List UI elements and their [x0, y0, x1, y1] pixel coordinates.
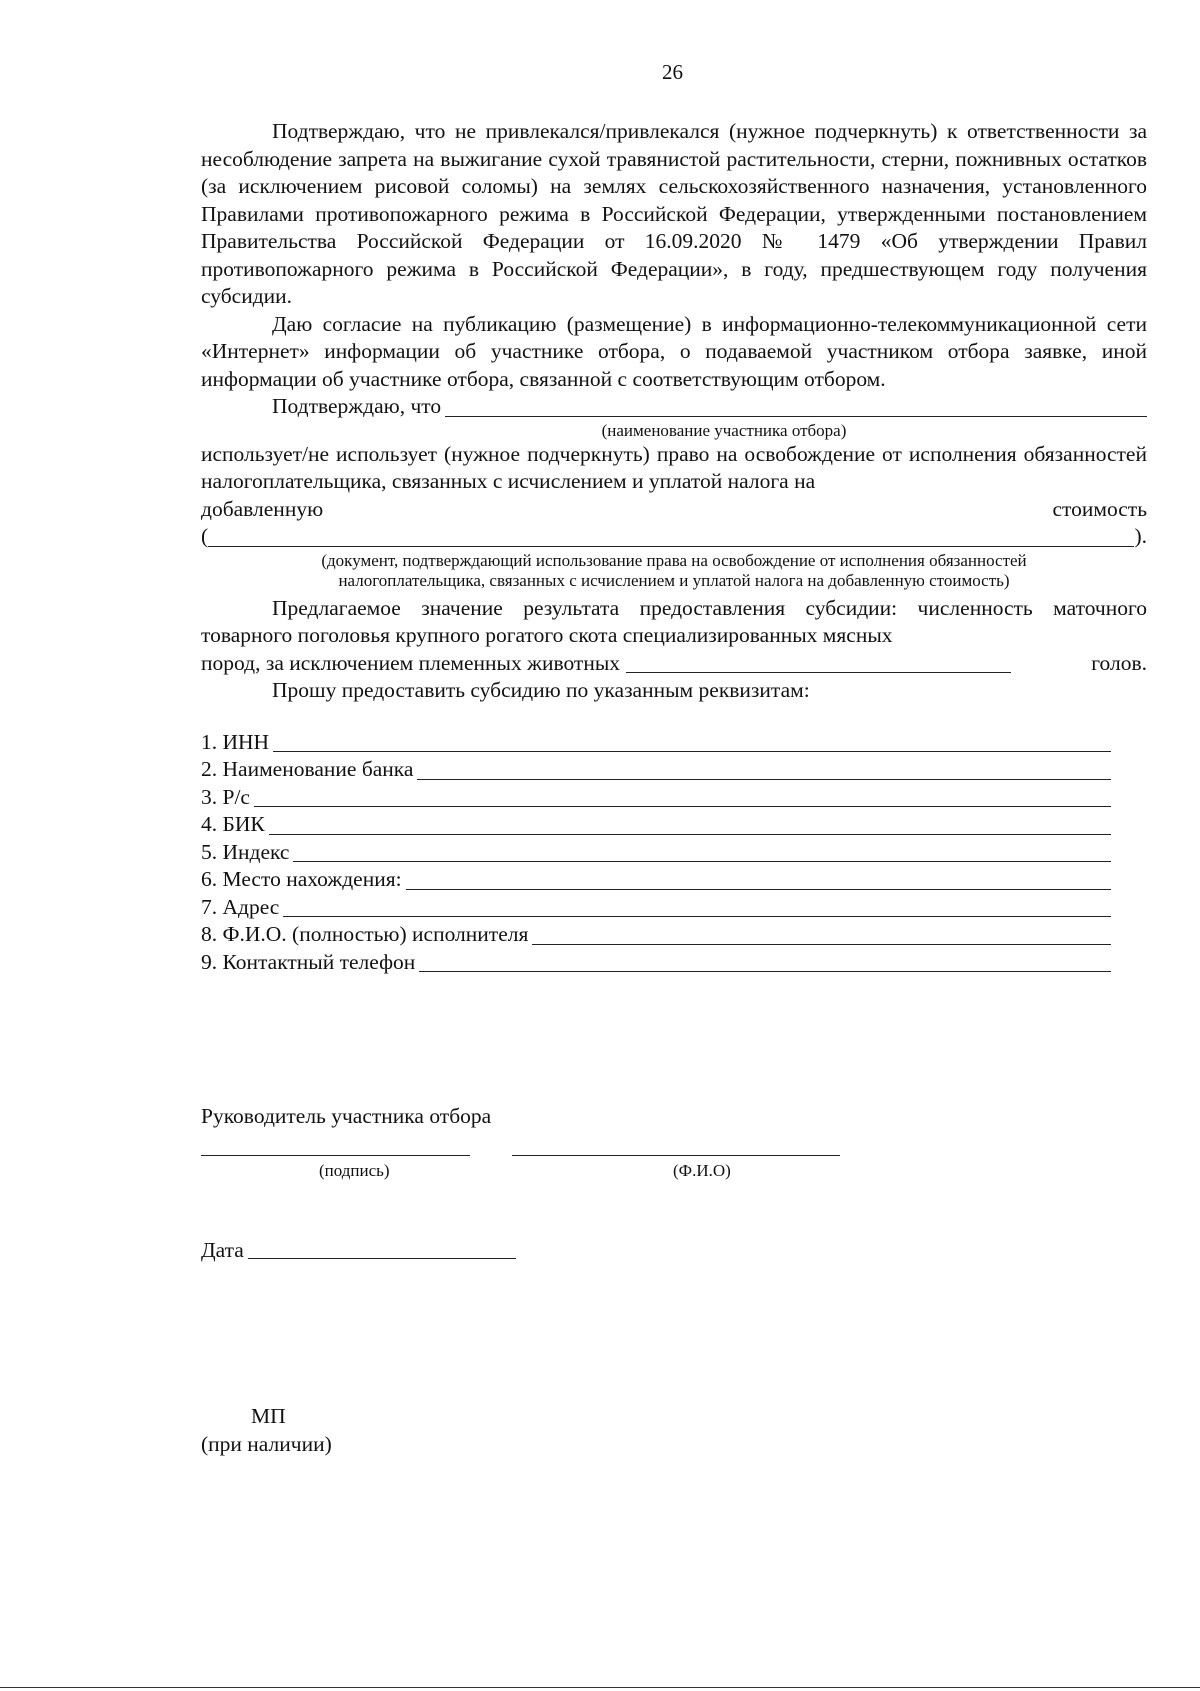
page-number: 26 [662, 60, 683, 84]
signature-lines [201, 1155, 841, 1195]
requisite-row [201, 839, 1111, 867]
stamp-mp: МП [251, 1404, 286, 1428]
livestock-label: пород, за исключением племенных животных [201, 650, 621, 675]
full-name-caption: (Ф.И.О) [673, 1161, 731, 1180]
requisite-field[interactable] [417, 759, 1111, 780]
date-row [201, 1238, 516, 1263]
requisite-field[interactable] [283, 896, 1111, 917]
requisite-label: 3. Р/с [201, 784, 250, 809]
close-paren: ). [1134, 524, 1147, 548]
requisite-field[interactable] [532, 924, 1111, 945]
signature-caption: (подпись) [319, 1161, 390, 1180]
paragraph-liability: Подтверждаю, что не привлекался/привлекался (нужное подчеркнуть) к ответственности за несоблюдение запрета на выжигание сухой травянистой растительности, стерни, пожнивных остатков (за исключением рисовой соломы) на землях сельскохозяйственного назначения, установленного Правилами противопожарного режима в Российской Федерации, утвержденными постановлением Правительства Российской Федерации от 16.09.2020 № 1479 «Об утверждении Правил противопожарного режима в Российской Федерации», в году, предшествующем году получения субсидии. [201, 119, 1147, 308]
requisite-label: 7. Адрес [201, 894, 280, 919]
requisites-list [201, 729, 1111, 977]
requisite-label: 9. Контактный телефон [201, 949, 416, 974]
date-label: Дата [201, 1238, 244, 1262]
requisite-field[interactable] [273, 731, 1111, 752]
paragraph-vat: использует/не использует (нужное подчеркнуть) право на освобождение от исполнения обязанностей налогоплательщика, связанных с исчислением и уплатой налога на [201, 441, 1147, 493]
head-label: Руководитель участника отбора [201, 1104, 492, 1128]
doc-caption-line-1: (документ, подтверждающий использование права на освобождение от исполнения обязанностей [321, 550, 1027, 570]
requisite-field[interactable] [419, 951, 1111, 972]
requisite-label: 8. Ф.И.О. (полностью) исполнителя [201, 922, 529, 946]
paragraph-result: Предлагаемое значение результата предоставления субсидии: численность маточного товарного поголовья крупного рогатого скота специализированных мясных [201, 595, 1147, 647]
vat-last-right: стоимость [1052, 496, 1147, 521]
open-paren: ( [201, 524, 209, 548]
requisite-row [201, 784, 1111, 812]
doc-caption-line-2: налогоплательщика, связанных с исчислением и уплатой налога на добавленную стоимость) [338, 570, 1010, 590]
document-body [201, 118, 1147, 976]
requisite-row [201, 894, 1111, 922]
requisite-label: 2. Наименование банка [201, 757, 414, 781]
vat-document-row [201, 523, 1147, 551]
participant-caption: (наименование участника отбора) [601, 420, 847, 440]
requisite-row [201, 949, 1111, 977]
stamp-if-any: (при наличии) [201, 1432, 332, 1456]
confirm-label: Подтверждаю, что [272, 394, 442, 418]
requisite-row [201, 866, 1111, 894]
page-bottom-edge [0, 1687, 1200, 1688]
vat-last-line [201, 496, 1147, 524]
signature-field[interactable] [201, 1155, 470, 1156]
stamp-block [201, 1402, 332, 1458]
livestock-unit: голов. [1091, 650, 1147, 675]
requisite-field[interactable] [293, 841, 1111, 862]
livestock-row [201, 650, 1147, 678]
requisite-label: 1. ИНН [201, 729, 270, 754]
full-name-field[interactable] [512, 1155, 840, 1156]
requisite-row [201, 729, 1111, 757]
requisite-label: 6. Место нахождения: [201, 867, 402, 891]
vat-document-field[interactable] [208, 526, 1134, 547]
requisite-row [201, 921, 1111, 949]
requisite-field[interactable] [254, 786, 1111, 807]
request-line: Прошу предоставить субсидию по указанным реквизитам: [272, 678, 810, 702]
confirm-row [201, 393, 1147, 421]
participant-name-field[interactable] [445, 396, 1147, 417]
date-field[interactable] [248, 1238, 516, 1259]
requisite-label: 5. Индекс [201, 839, 290, 864]
vat-last-left: добавленную [201, 496, 324, 521]
requisite-field[interactable] [406, 869, 1111, 890]
requisite-row [201, 811, 1111, 839]
requisite-row [201, 756, 1111, 784]
livestock-count-field[interactable] [626, 652, 1011, 673]
paragraph-consent: Даю согласие на публикацию (размещение) в информационно-телекоммуникационной сети «Интернет» информации об участнике отбора, о подаваемой участником отбора заявке, иной информации об участнике отбора, связанной с соответствующим отбором. [201, 311, 1147, 391]
requisite-label: 4. БИК [201, 812, 265, 836]
requisite-field[interactable] [269, 814, 1111, 835]
